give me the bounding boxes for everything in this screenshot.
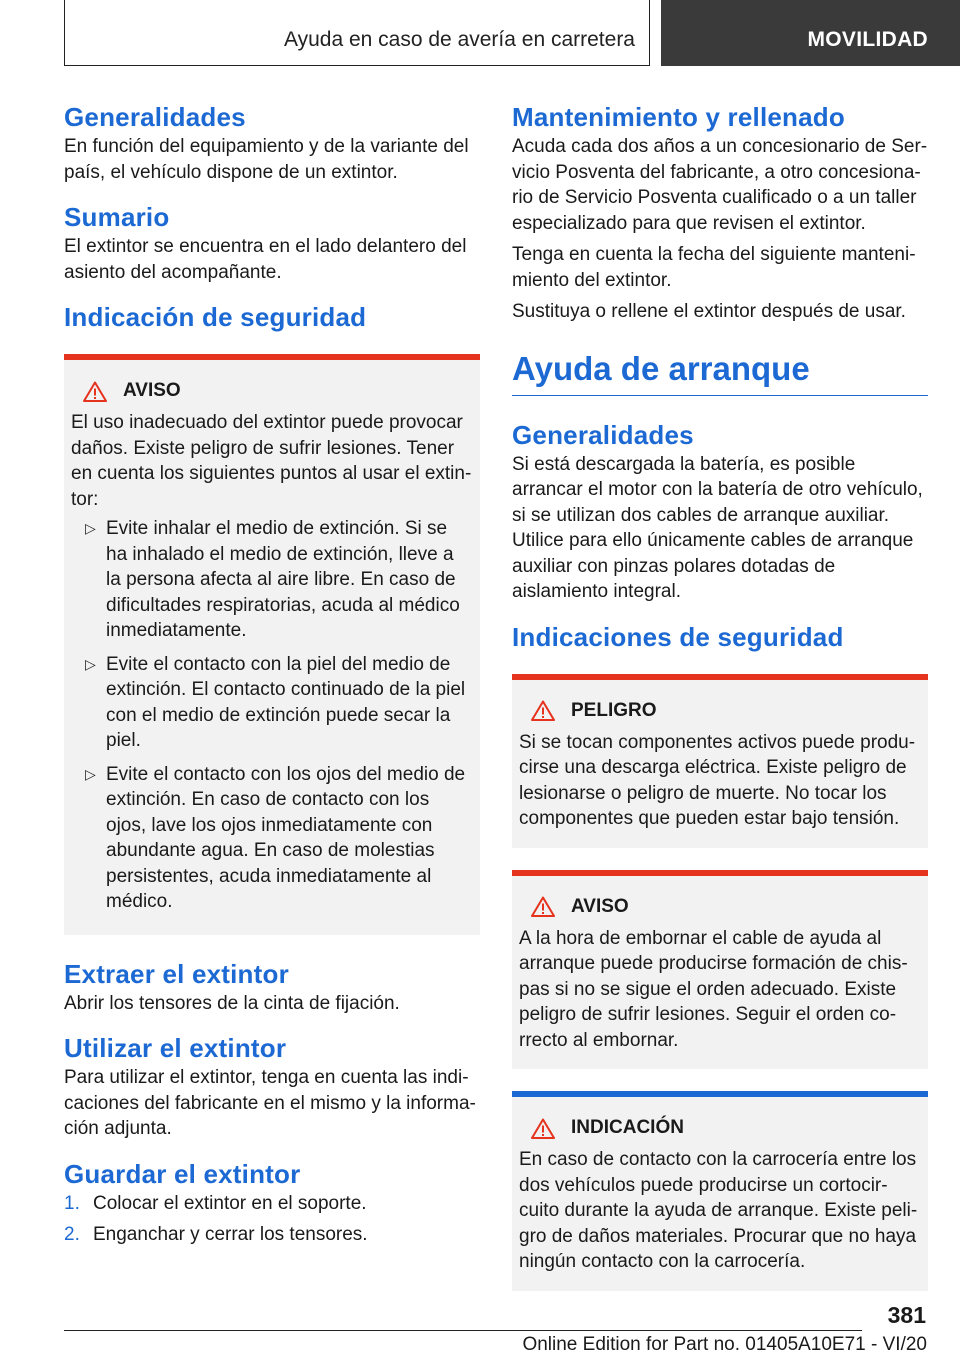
chapter-rule xyxy=(512,347,928,396)
list-item: 2. Enganchar y cerrar los tensores. xyxy=(64,1224,368,1245)
list-item: ▷ Evite el contacto con la piel del medio de extinción. El contacto continuado de la piel con el medio de extinción puede secar la piel. xyxy=(85,653,466,751)
aviso-text: El uso inadecuado del extintor puede provocar daños. Existe peligro de sufrir lesiones. Tener en cuenta los siguientes puntos al usar el extintor: xyxy=(71,412,472,510)
text-mantenimiento-2: Tenga en cuenta la fecha del siguiente mantenimiento del extintor. xyxy=(512,244,916,291)
indicacion-label: INDICACIÓN xyxy=(571,1117,684,1138)
text-extraer: Abrir los tensores de la cinta de fijación. xyxy=(64,992,400,1014)
triangle-bullet-icon: ▷ xyxy=(85,520,96,536)
text-utilizar: Para utilizar el extintor, tenga en cuenta las indicaciones del fabricante en el mismo y la información adjunta. xyxy=(64,1067,476,1139)
indicacion-text: En caso de contacto con la carrocería entre los dos vehículos puede producirse un cortocircuito durante la ayuda de arranque. Existe peligro de daños materiales. Procurar que no haya ningún contacto con la carrocería. xyxy=(519,1149,918,1272)
indicacion-box xyxy=(512,1091,928,1291)
header-title: Ayuda en caso de avería en carretera xyxy=(283,28,635,51)
heading-mantenimiento: Mantenimiento y rellenado xyxy=(512,102,845,132)
header-title-box xyxy=(64,0,650,66)
aviso-label: AVISO xyxy=(123,380,181,401)
warning-triangle-icon xyxy=(531,896,555,917)
list-item: ▷ Evite inhalar el medio de extinción. Si se ha inhalado el medio de extinción, lleve a la persona afecta al aire libre. En caso de dificultades respiratorias, acuda al médico inmediatamente. xyxy=(85,518,460,641)
heading-guardar: Guardar el extintor xyxy=(64,1158,301,1189)
text-generalidades: En función del equipamiento y de la variante del país, el vehículo dispone de un extintor. xyxy=(64,136,469,183)
text-sumario: El extintor se encuentra en el lado delantero del asiento del acompañante. xyxy=(64,236,467,283)
footer-edition: Online Edition for Part no. 01405A10E71 - VI/20 xyxy=(522,1334,927,1355)
list-item: ▷ Evite el contacto con los ojos del medio de extinción. En caso de contacto con los ojos, lave los ojos inmediatamente con abundante agua. En caso de molestias persistentes, acuda inmediatamente al médico. xyxy=(85,763,466,912)
warning-triangle-icon xyxy=(531,700,555,721)
peligro-label: PELIGRO xyxy=(571,699,657,721)
heading-ayuda-arranque: Ayuda de arranque xyxy=(512,349,810,387)
warning-triangle-icon xyxy=(531,1118,555,1139)
peligro-text: Si se tocan componentes activos puede producirse una descarga eléctrica. Existe peligro de lesionarse o peligro de muerte. No tocar los componentes que pueden estar bajo tensión. xyxy=(519,731,916,829)
list-item: 1. Colocar el extintor en el soporte. xyxy=(64,1192,367,1214)
header-section-label: MOVILIDAD xyxy=(807,28,928,51)
aviso-label: AVISO xyxy=(571,895,629,917)
triangle-bullet-icon: ▷ xyxy=(85,765,96,782)
header-section-tab xyxy=(661,0,960,66)
footer-rule xyxy=(64,1330,862,1331)
text-mantenimiento-1: Acuda cada dos años a un concesionario de Servicio Posventa del fabricante, a otro concesionario de Servicio Posventa cualificado o a un taller especializado para que revisen el extintor. xyxy=(512,136,928,234)
text-generalidades-arranque: Si está descargada la batería, es posible arrancar el motor con la batería de otro vehículo, si se utilizan dos cables de arranque auxiliar. Utilice para ello únicamente cables de arranque auxiliar con pinzas polares dotadas de aislamiento integral. xyxy=(512,453,923,602)
triangle-bullet-icon: ▷ xyxy=(85,655,96,672)
aviso-list xyxy=(71,516,473,915)
heading-indicaciones-seguridad: Indicaciones de seguridad xyxy=(512,621,844,652)
heading-sumario: Sumario xyxy=(64,202,170,232)
heading-generalidades-arranque: Generalidades xyxy=(512,419,694,450)
peligro-box xyxy=(512,674,928,848)
page-header xyxy=(0,0,960,66)
left-column xyxy=(64,100,480,1254)
aviso-box-extintor xyxy=(64,354,480,935)
warning-triangle-icon xyxy=(83,381,107,402)
aviso-header xyxy=(71,380,473,402)
heading-generalidades: Generalidades xyxy=(64,102,246,132)
heading-extraer: Extraer el extintor xyxy=(64,958,289,989)
aviso-box-arranque xyxy=(512,870,928,1070)
page-number: 381 xyxy=(887,1302,926,1328)
steps-list xyxy=(64,1191,480,1248)
heading-utilizar: Utilizar el extintor xyxy=(64,1033,287,1063)
heading-indicacion-seguridad: Indicación de seguridad xyxy=(64,302,367,332)
right-column xyxy=(512,100,928,1291)
text-mantenimiento-3: Sustituya o rellene el extintor después de usar. xyxy=(512,301,906,322)
aviso-text: A la hora de embornar el cable de ayuda al arranque puede producirse formación de chispas si no se sigue el orden adecuado. Existe peligro de sufrir lesiones. Seguir el orden correcto al embornar. xyxy=(519,927,908,1051)
